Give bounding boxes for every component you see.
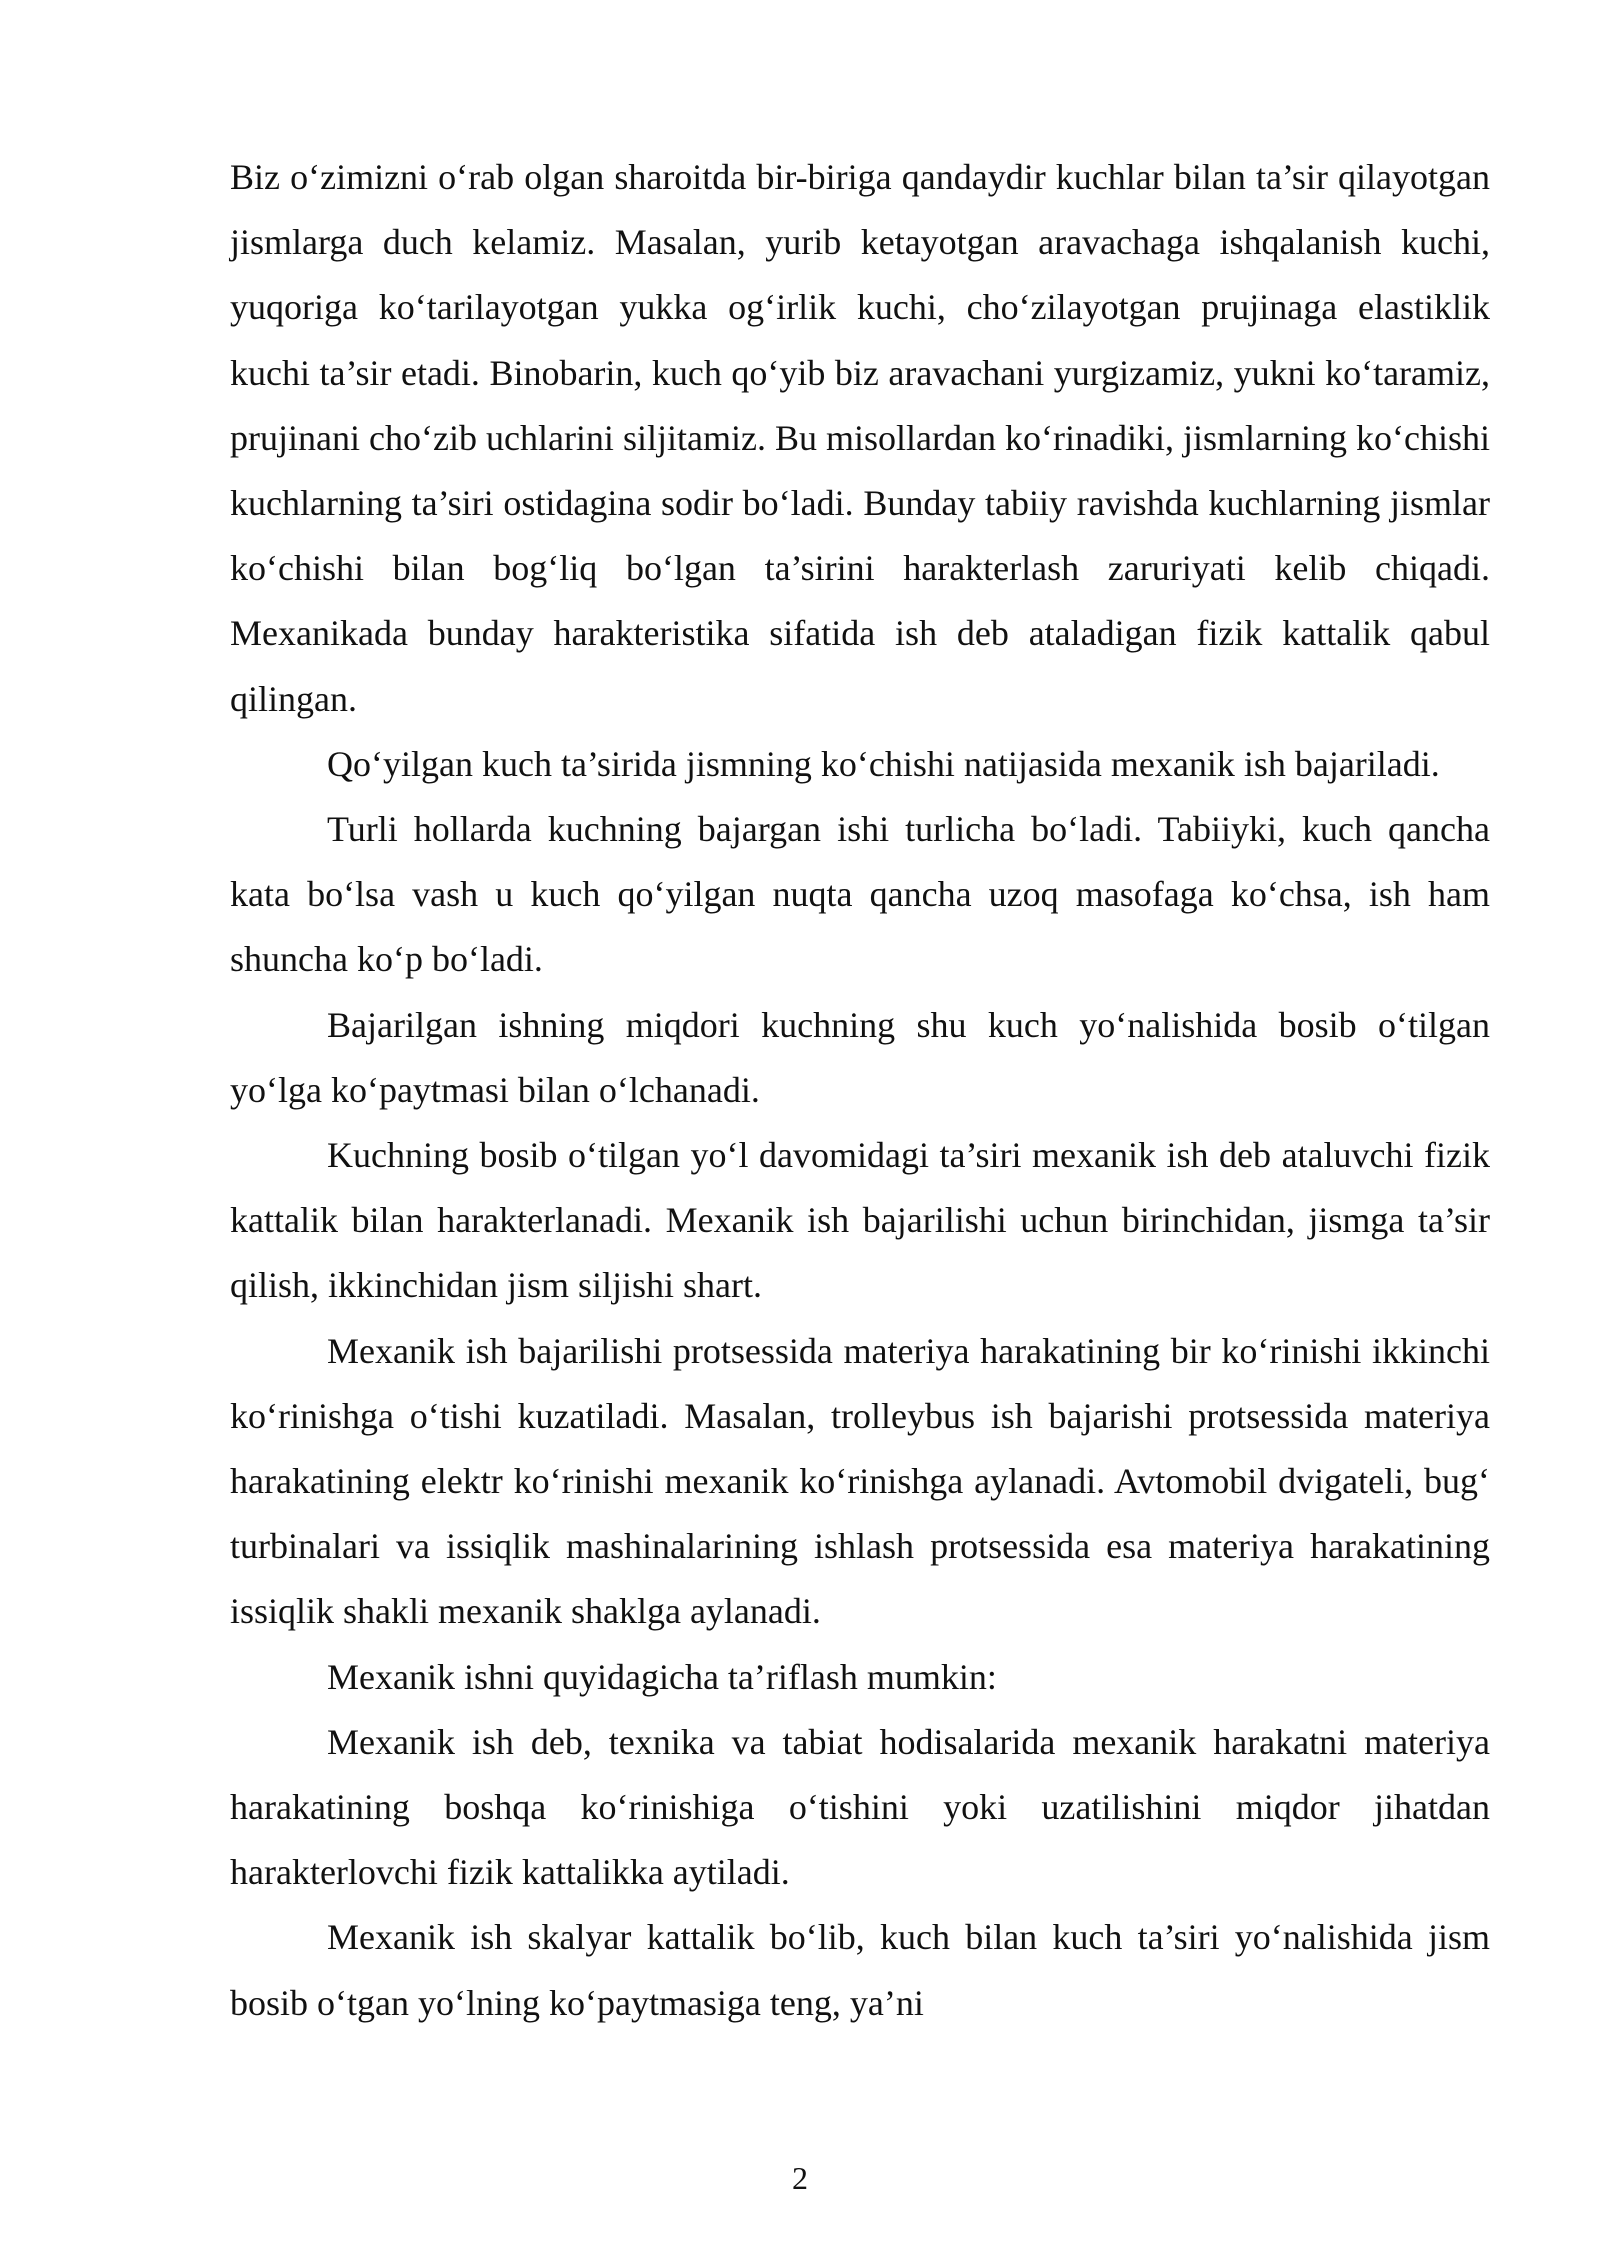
paragraph-3: Turli hollarda kuchning bajargan ishi turlicha bo‘ladi. Tabiiyki, kuch qancha kata bo‘lsa vash u kuch qo‘yilgan nuqta qancha uzoq masofaga ko‘chsa, ish ham shuncha ko‘p bo‘ladi. [230,809,1490,980]
paragraph-8: Mexanik ish deb, texnika va tabiat hodisalarida mexanik harakatni materiya harakatining boshqa ko‘rinishiga o‘tishini yoki uzatilishini miqdor jihatdan harakterlovchi fizik kattalikka aytiladi. [230,1721,1490,1893]
page-number: 2 [792,2160,808,2196]
paragraph-6: Mexanik ish bajarilishi protsessida materiya harakatining bir ko‘rinishi ikkinchi ko‘rinishga o‘tishi kuzatiladi. Masalan, trolleybus ish bajarishi protsessida materiya harakatining elektr ko‘rinishi mexanik ko‘rinishga aylanadi. Avtomobil dvigateli, bug‘ turbinalari va issiqlik mashinalarining ishlash protsessida esa materiya harakatining issiqlik shakli mexanik shaklga aylanadi. [230,1330,1490,1632]
paragraph-7: Mexanik ishni quyidagicha ta’riflash mumkin: [327,1656,997,1697]
paragraph-2: Qo‘yilgan kuch ta’sirida jismning ko‘chishi natijasida mexanik ish bajariladi. [327,743,1440,784]
paragraph-5: Kuchning bosib o‘tilgan yo‘l davomidagi ta’siri mexanik ish deb ataluvchi fizik kattalik bilan harakterlanadi. Mexanik ish bajarilishi uchun birinchidan, jismga ta’sir qilish, ikkinchidan jism siljishi shart. [230,1135,1490,1306]
paragraph-4: Bajarilgan ishning miqdori kuchning shu kuch yo‘nalishida bosib o‘tilgan yo‘lga ko‘paytmasi bilan o‘lchanadi. [230,1004,1490,1110]
paragraph-1: Biz o‘zimizni o‘rab olgan sharoitda bir-biriga qandaydir kuchlar bilan ta’sir qilayotgan jismlarga duch kelamiz. Masalan, yurib ketayotgan aravachaga ishqalanish kuchi, yuqoriga ko‘tarilayotgan yukka og‘irlik kuchi, cho‘zilayotgan prujinaga elastiklik kuchi ta’sir etadi. Binobarin, kuch qo‘yib biz aravachani yurgizamiz, yukni ko‘taramiz, prujinani cho‘zib uchlarini siljitamiz. Bu misollardan ko‘rinadiki, jismlarning ko‘chishi kuchlarning ta’siri ostidagina sodir bo‘ladi. Bunday tabiiy ravishda kuchlarning jismlar ko‘chishi bilan bog‘liq bo‘lgan ta’sirini harakterlash zaruriyati kelib chiqadi. Mexanikada bunday harakteristika sifatida ish deb ataladigan fizik kattalik qabul qilingan. [230,157,1490,719]
body-text [230,145,1490,2036]
paragraph-9: Mexanik ish skalyar kattalik bo‘lib, kuch bilan kuch ta’siri yo‘nalishida jism bosib o‘tgan yo‘lning ko‘paytmasiga teng, ya’ni [230,1917,1490,2023]
